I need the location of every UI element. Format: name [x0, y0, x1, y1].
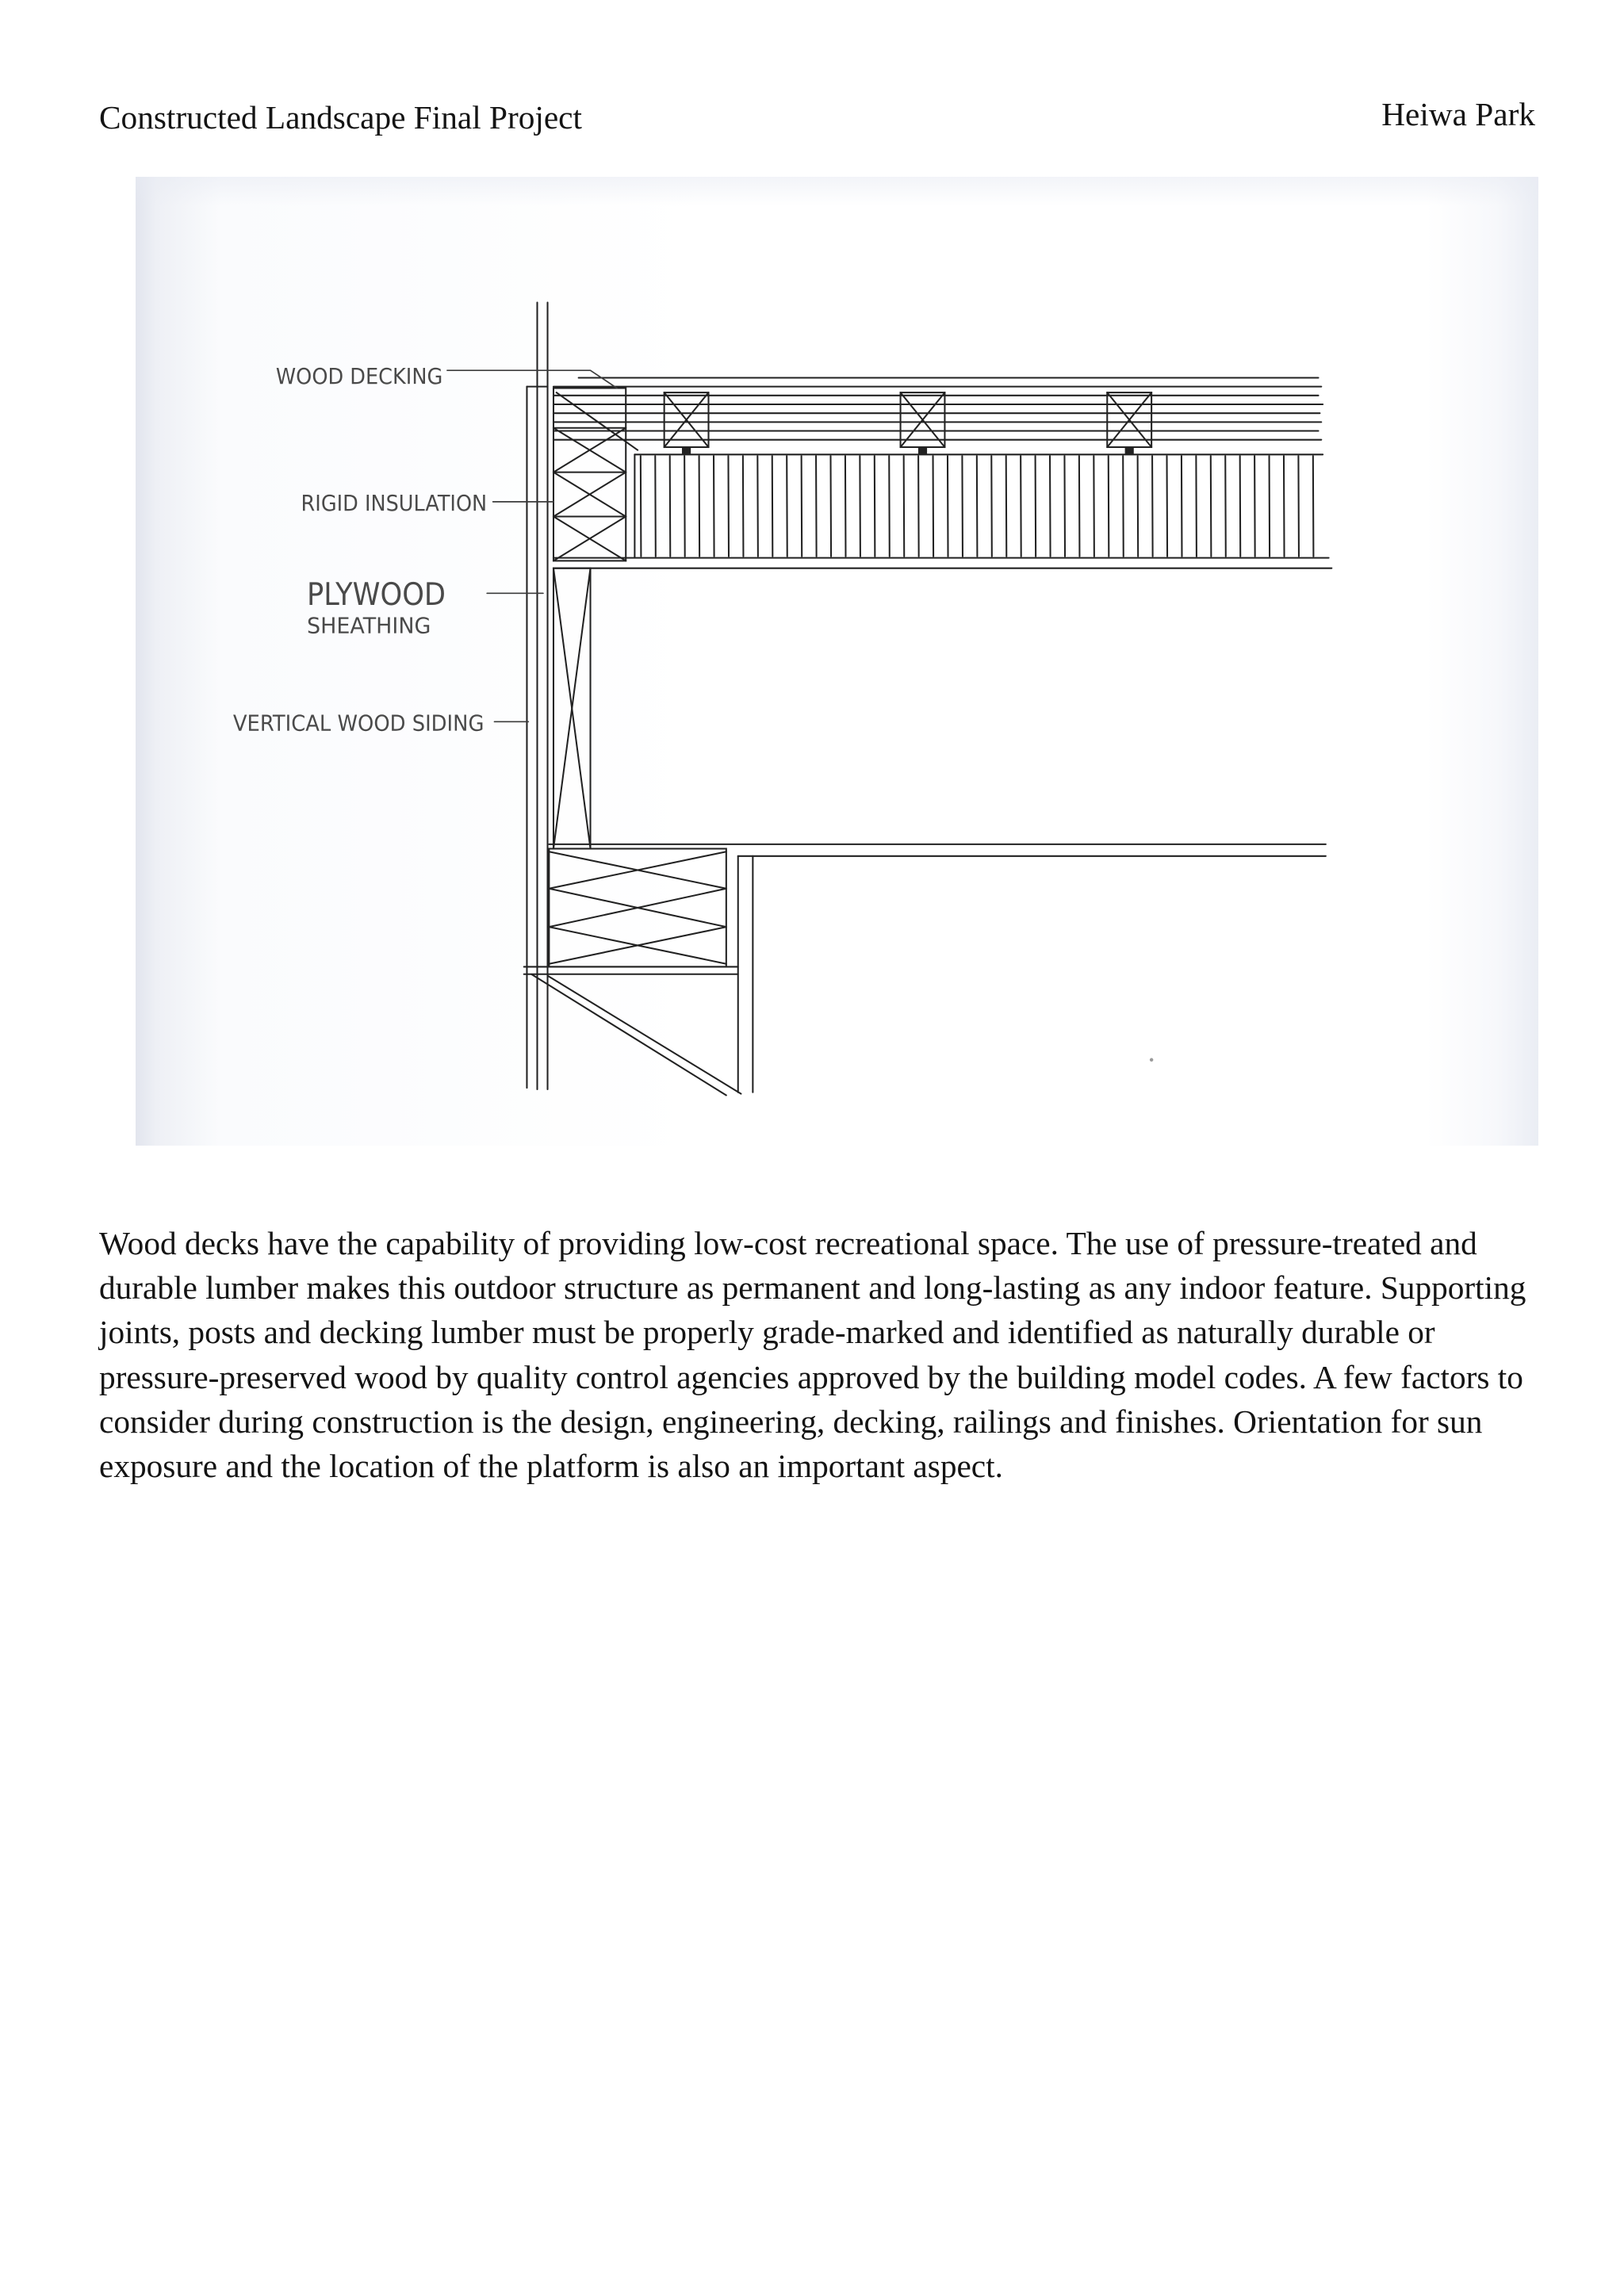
wall-siding-lines	[527, 303, 547, 1090]
insulation-hatch-line	[1152, 456, 1153, 557]
header-project-title: Constructed Landscape Final Project	[99, 99, 582, 136]
insulation-hatch-line	[1050, 456, 1051, 557]
insulation-hatch-line	[918, 456, 919, 557]
insulation-hatch-line	[1079, 456, 1080, 557]
insulation-hatch-line	[772, 456, 773, 557]
rigid-insulation-hatch	[641, 456, 1314, 557]
brace-line	[548, 976, 741, 1094]
deck-section-svg	[136, 177, 1538, 1146]
post-and-ledger	[524, 856, 753, 1096]
insulation-hatch-line	[1006, 456, 1007, 557]
insulation-hatch-line	[743, 456, 744, 557]
insulation-hatch-line	[1123, 456, 1124, 557]
insulation-hatch-line	[816, 456, 817, 557]
body-line: pressure-preserved wood by quality control agencies approved by the building model codes. A few factors to	[99, 1358, 1523, 1395]
label-rigid-insulation-text: RIGID INSULATION	[301, 490, 488, 517]
insulation-hatch-line	[1138, 456, 1139, 557]
body-line: exposure and the location of the platform is also an important aspect.	[99, 1447, 1003, 1484]
insulation-hatch-line	[728, 456, 729, 557]
insulation-hatch-line	[1211, 456, 1212, 557]
insulation-hatch-line	[655, 456, 656, 557]
insulation-hatch-line	[757, 456, 758, 557]
insulation-hatch-line	[1254, 456, 1255, 557]
body-line: Wood decks have the capability of providing low-cost recreational space. The use of pressure-treated and	[99, 1225, 1477, 1261]
lower-floor-lines	[549, 844, 1325, 856]
brace-line	[531, 974, 726, 1096]
insulation-hatch-line	[991, 456, 992, 557]
deck-joist	[665, 392, 709, 454]
deck-section-drawing	[136, 177, 1538, 1146]
insulation-hatch-line	[699, 456, 700, 557]
insulation-hatch-line	[904, 456, 905, 557]
label-sheathing-text: SHEATHING	[307, 612, 431, 639]
body-paragraph	[99, 1221, 1574, 1488]
insulation-hatch-line	[1284, 456, 1285, 557]
insulation-hatch-line	[1166, 456, 1167, 557]
label-plywood-sheathing	[307, 577, 543, 638]
insulation-hatch-line	[830, 456, 831, 557]
label-vertical-wood-siding-text: VERTICAL WOOD SIDING	[232, 710, 485, 737]
deck-joist	[901, 392, 945, 454]
label-plywood-text: PLYWOOD	[307, 577, 446, 614]
joist-bearing	[918, 447, 927, 454]
wood-decking-boards	[553, 377, 1323, 439]
insulation-hatch-line	[1225, 456, 1226, 557]
insulation-hatch-line	[1064, 456, 1065, 557]
insulation-hatch-line	[1298, 456, 1299, 557]
insulation-hatch-line	[670, 456, 671, 557]
scan-speck	[1150, 1058, 1153, 1062]
insulation-hatch-line	[641, 456, 642, 557]
insulation-hatch-line	[1240, 456, 1241, 557]
insulation-hatch-line	[684, 456, 685, 557]
leader-line	[447, 370, 617, 388]
insulation-hatch-line	[1313, 456, 1314, 557]
body-line: consider during construction is the design, engineering, decking, railings and finishes. Orientation for sun	[99, 1402, 1483, 1440]
insulation-hatch-line	[962, 456, 963, 557]
body-line: durable lumber makes this outdoor structure as permanent and long-lasting as any indoor feature. Supporting	[99, 1269, 1526, 1307]
label-wood-decking	[276, 363, 617, 389]
body-line: joints, posts and decking lumber must be properly grade-marked and identified as naturally durable or	[99, 1314, 1435, 1351]
rigid-insulation	[553, 454, 1331, 568]
label-vertical-wood-siding	[233, 710, 528, 737]
insulation-hatch-line	[977, 456, 978, 557]
deck-joist	[1107, 392, 1151, 454]
label-rigid-insulation	[301, 490, 553, 516]
joist-bearing	[1125, 447, 1134, 454]
header-site-name: Heiwa Park	[1381, 96, 1535, 132]
stud-box	[553, 568, 591, 849]
insulation-hatch-line	[1196, 456, 1197, 557]
insulation-hatch-line	[845, 456, 846, 557]
bottom-beam	[549, 848, 726, 966]
insulation-hatch-line	[889, 456, 890, 557]
joist-bearing	[682, 447, 691, 454]
label-wood-decking-text: WOOD DECKING	[275, 362, 443, 389]
insulation-hatch-line	[933, 456, 934, 557]
